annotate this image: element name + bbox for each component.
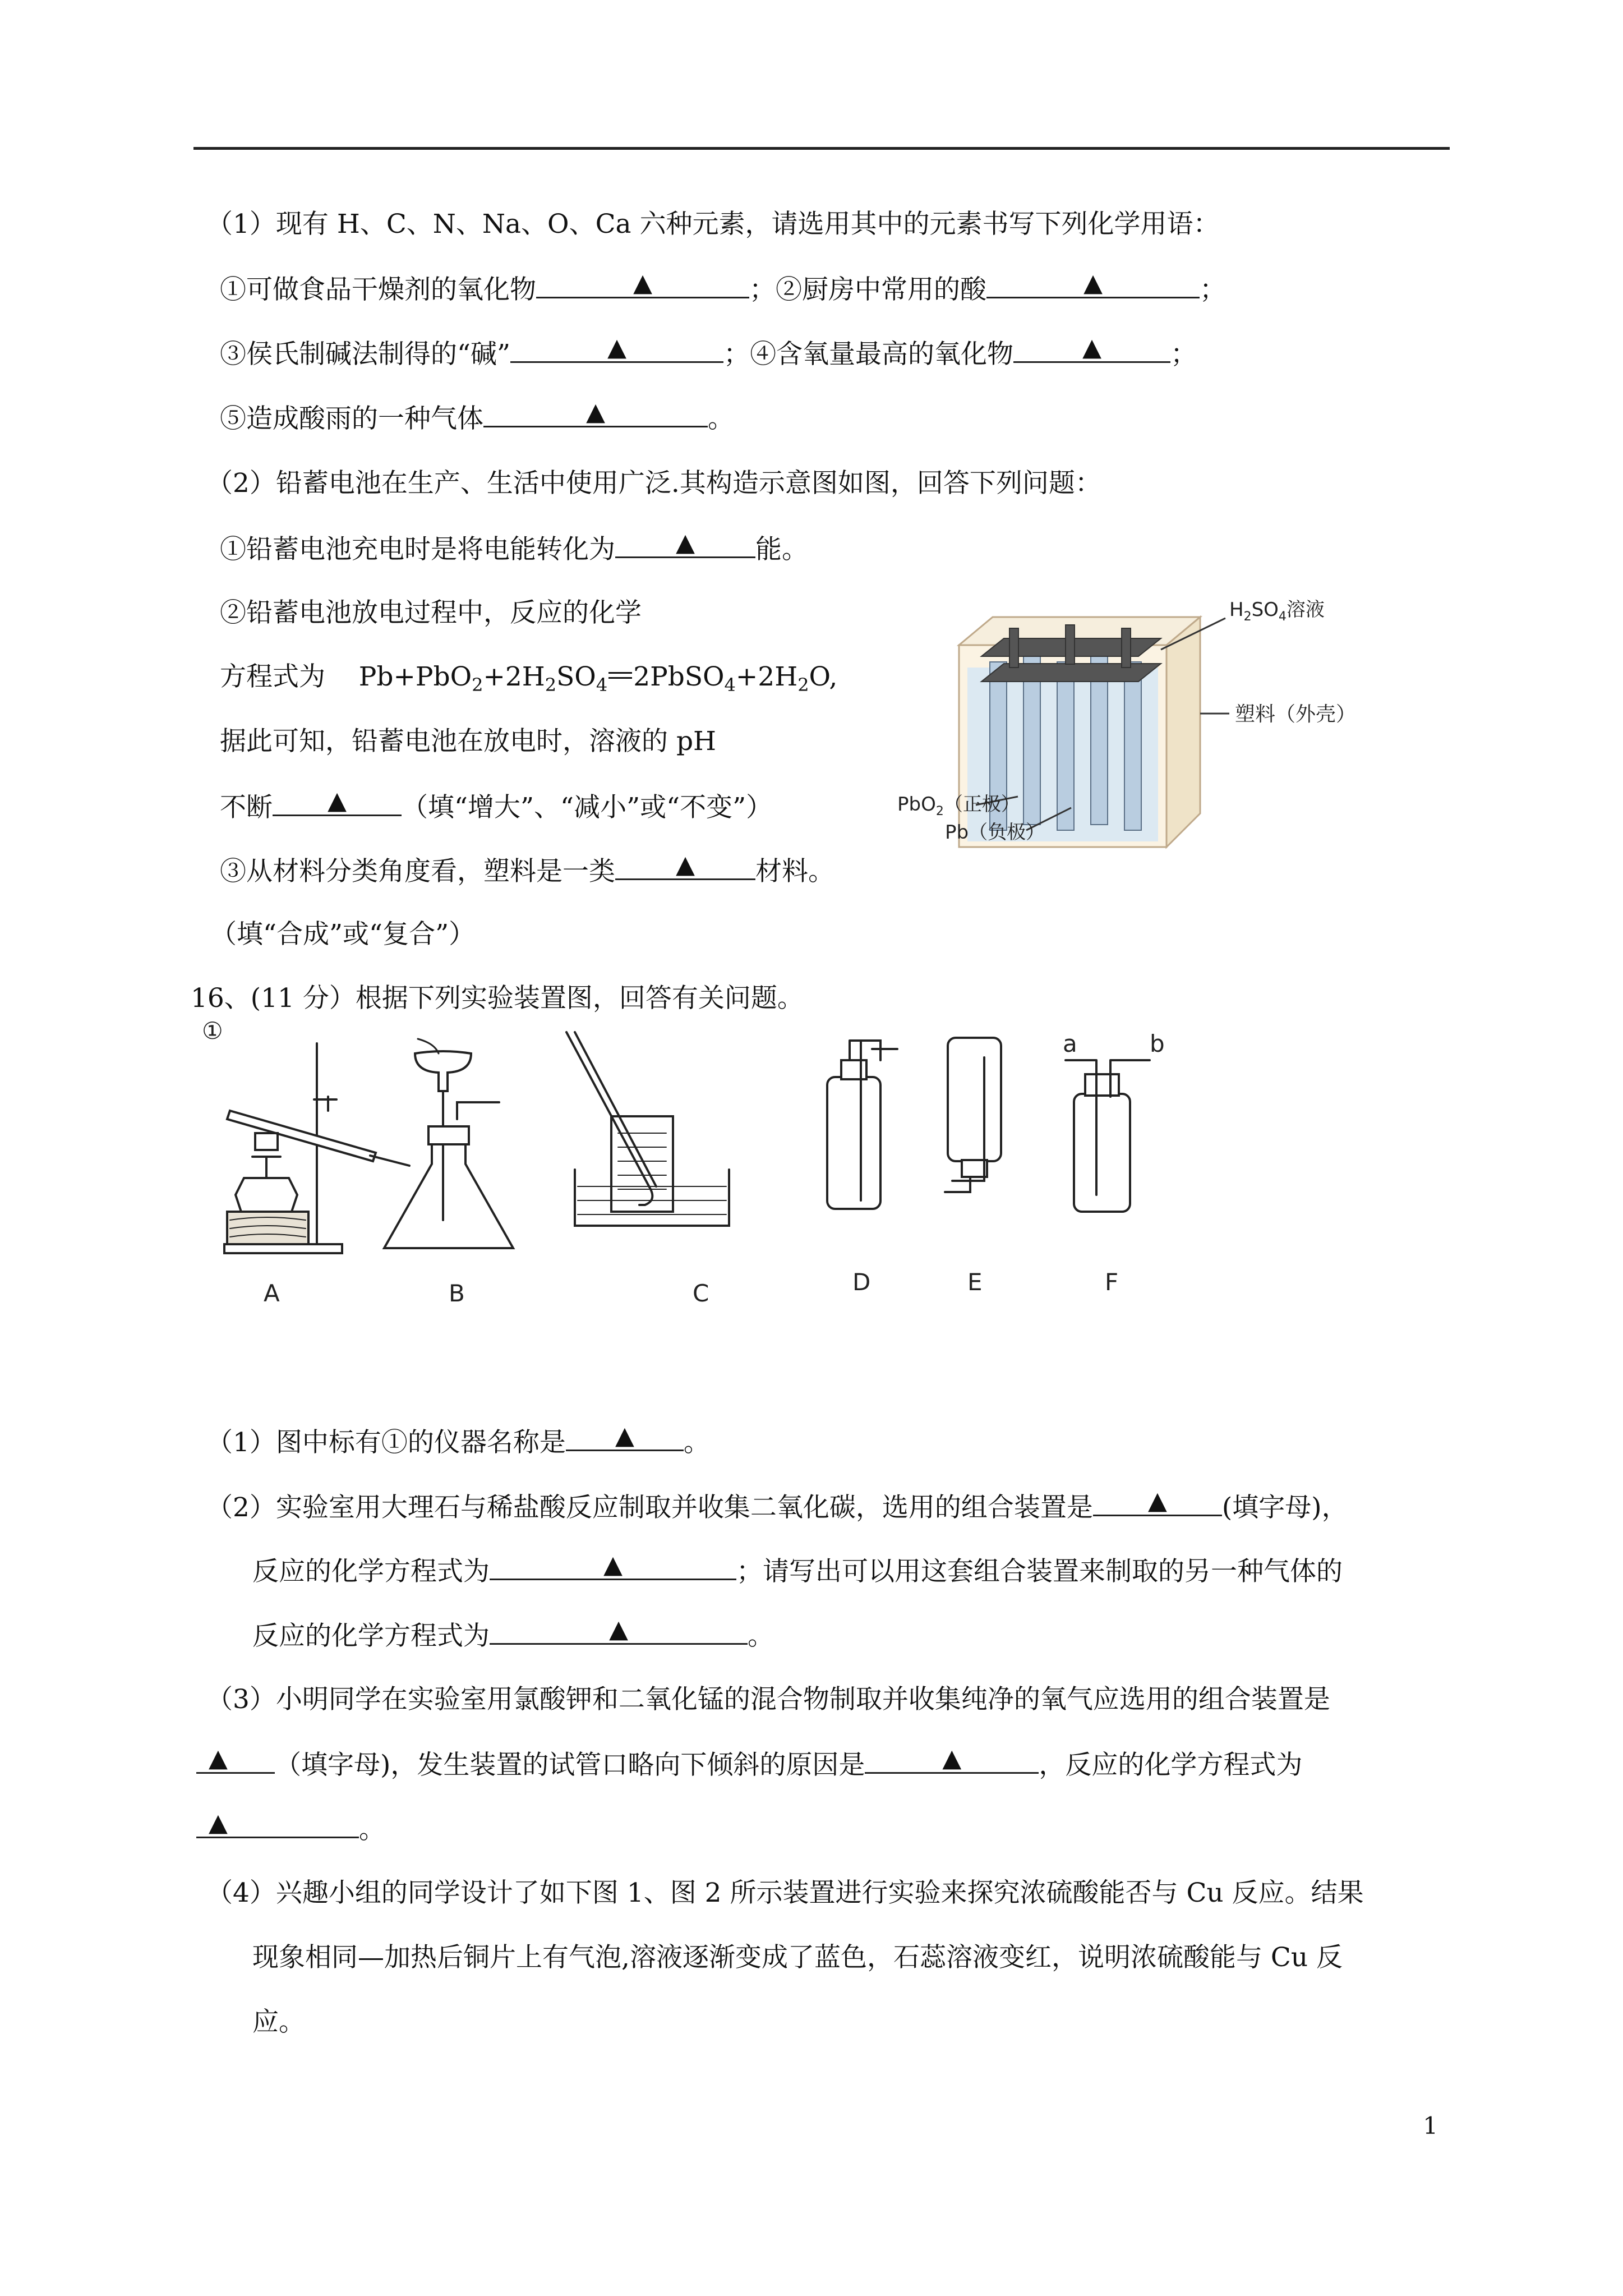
triangle-icon: ▲: [586, 398, 605, 426]
lab-apparatus-figure: [202, 1017, 1217, 1318]
q15-p1-item-d: ④含氧量最高的氧化物: [750, 339, 1014, 370]
triangle-icon: ▲: [942, 1744, 962, 1773]
answer-blank[interactable]: [490, 1615, 748, 1645]
answer-blank[interactable]: [490, 1550, 736, 1580]
q15-p2-line-b2: 方程式为 $Pb+PbO_2+2H_2SO_4$ $2PbSO_4+2H_2O$,: [220, 661, 838, 696]
triangle-icon: ▲: [1083, 269, 1103, 297]
apparatus-marker: ①: [202, 1017, 223, 1045]
q16-s2-line1: （2）实验室用大理石与稀盐酸反应制取并收集二氧化碳，选用的组合装置是 ▲ (填字母)，: [206, 1487, 1348, 1523]
apparatus-label-d: D: [852, 1268, 871, 1296]
q15-p1-item-e: ⑤造成酸雨的一种气体: [220, 403, 483, 434]
q15-p1-line-e: ⑤造成酸雨的一种气体 ▲ 。: [220, 398, 734, 434]
q15-p1-item-c: ③侯氏制碱法制得的“碱”: [220, 339, 511, 370]
answer-blank[interactable]: [510, 333, 723, 363]
answer-blank[interactable]: [196, 1809, 359, 1838]
header-rule: [193, 147, 1450, 150]
triangle-icon: ▲: [328, 786, 347, 815]
apparatus-d-gas-bottle: [827, 1041, 897, 1209]
triangle-icon: ▲: [615, 1421, 634, 1450]
triangle-icon: ▲: [603, 1550, 623, 1579]
apparatus-label-c: C: [693, 1280, 709, 1307]
svg-text:PbO2（正极）: PbO$_2$（正极）: [897, 793, 1020, 818]
q16-s4-line2: 现象相同—加热后铜片上有气泡,溶液逐渐变成了蓝色，石蕊溶液变红，说明浓硫酸能与 Cu 反: [252, 1942, 1343, 1973]
answer-blank[interactable]: [566, 1421, 684, 1451]
triangle-icon: ▲: [607, 333, 626, 362]
lead-acid-battery-diagram: [897, 583, 1402, 881]
apparatus-a-heating-setup: [224, 1043, 409, 1253]
battery-label-positive: PbO: [897, 793, 936, 816]
q15-p2-line-b1: ②铅蓄电池放电过程中，反应的化学: [220, 597, 642, 628]
apparatus-e-inverted-bottle: [945, 1038, 1001, 1192]
q16-s4-line3: 应。: [252, 2007, 305, 2037]
apparatus-label-f: F: [1105, 1268, 1119, 1296]
page-number: 1: [1423, 2112, 1438, 2139]
q16-s3-line2: ▲ （填字母)，发生装置的试管口略向下倾斜的原因是 ▲ ，反应的化学方程式为: [196, 1747, 1302, 1782]
q16-title: 16、(11 分）根据下列实验装置图，回答有关问题。: [191, 983, 804, 1014]
apparatus-c-water-trough: [566, 1032, 729, 1226]
triangle-icon: ▲: [633, 269, 652, 297]
q16-s2-line2: 反应的化学方程式为 ▲ ；请写出可以用这套组合装置来制取的另一种气体的: [252, 1550, 1343, 1587]
answer-blank[interactable]: [615, 528, 755, 558]
q15-p1-item-b: ②厨房中常用的酸: [776, 274, 986, 305]
apparatus-b-flask-setup: [384, 1039, 513, 1248]
q16-s1: （1）图中标有①的仪器名称是 ▲ 。: [206, 1421, 710, 1458]
q15-p1-line-c: ③侯氏制碱法制得的“碱” ▲ ；④含氧量最高的氧化物 ▲ ；: [220, 333, 1197, 370]
q15-p1-item-a: ①可做食品干燥剂的氧化物: [220, 274, 536, 305]
svg-text:H2SO4溶液: $H_2SO_4$溶液: [1229, 599, 1325, 624]
q15-p2-hint: （填“合成”或“复合”）: [210, 919, 476, 950]
q15-p2-line-a: ①铅蓄电池充电时是将电能转化为 ▲ 能。: [220, 528, 808, 565]
answer-blank[interactable]: [273, 786, 402, 816]
triangle-icon: ▲: [609, 1615, 628, 1644]
answer-blank[interactable]: [196, 1744, 275, 1774]
q15-p2-line-b4: 不断 ▲ （填“增大”、“减小”或“不变”）: [220, 786, 773, 823]
battery-equation: $Pb+PbO_2+2H_2SO_4$ $2PbSO_4+2H_2O$,: [358, 661, 838, 696]
answer-blank[interactable]: [1093, 1487, 1222, 1516]
apparatus-label-e: E: [967, 1268, 983, 1296]
apparatus-f-two-port-bottle: [1066, 1060, 1150, 1212]
q15-p2-line-b3: 据此可知，铅蓄电池在放电时，溶液的 pH: [220, 726, 717, 757]
triangle-icon: ▲: [1082, 333, 1101, 362]
answer-blank[interactable]: [865, 1744, 1039, 1774]
answer-blank[interactable]: [483, 398, 708, 427]
triangle-icon: ▲: [1147, 1487, 1167, 1515]
port-label-a: a: [1063, 1030, 1077, 1057]
triangle-icon: ▲: [676, 528, 695, 557]
battery-label-solution: H: [1229, 599, 1244, 621]
answer-blank[interactable]: [986, 269, 1200, 298]
q15-p1-intro: （1）现有 H、C、N、Na、O、Ca 六种元素，请选用其中的元素书写下列化学用语：: [206, 209, 1220, 240]
apparatus-label-b: B: [449, 1280, 465, 1307]
q16-s3-line1: （3）小明同学在实验室用氯酸钾和二氧化锰的混合物制取并收集纯净的氧气应选用的组合装置是: [206, 1684, 1330, 1715]
triangle-icon: ▲: [676, 850, 695, 879]
q15-p2-line-c: ③从材料分类角度看，塑料是一类 ▲ 材料。: [220, 850, 834, 887]
battery-label-shell: 塑料（外壳）: [1235, 703, 1357, 726]
apparatus-label-a: A: [264, 1280, 280, 1307]
triangle-icon: ▲: [209, 1744, 228, 1773]
q16-s4-line1: （4）兴趣小组的同学设计了如下图 1、图 2 所示装置进行实验来探究浓硫酸能否与 Cu 反应。结果: [206, 1878, 1364, 1908]
q16-s3-line3: ▲ 。: [196, 1812, 385, 1847]
triangle-icon: ▲: [209, 1809, 228, 1837]
battery-label-negative: Pb（负极）: [945, 821, 1045, 844]
answer-blank[interactable]: [1013, 333, 1170, 363]
q16-s2-line3: 反应的化学方程式为 ▲ 。: [252, 1615, 774, 1651]
port-label-b: b: [1150, 1030, 1165, 1057]
q15-p1-line-a: ①可做食品干燥剂的氧化物 ▲ ；②厨房中常用的酸 ▲ ；: [220, 269, 1226, 305]
q15-p2-intro: （2）铅蓄电池在生产、生活中使用广泛.其构造示意图如图，回答下列问题：: [206, 468, 1101, 499]
answer-blank[interactable]: [615, 850, 755, 880]
answer-blank[interactable]: [536, 269, 749, 298]
